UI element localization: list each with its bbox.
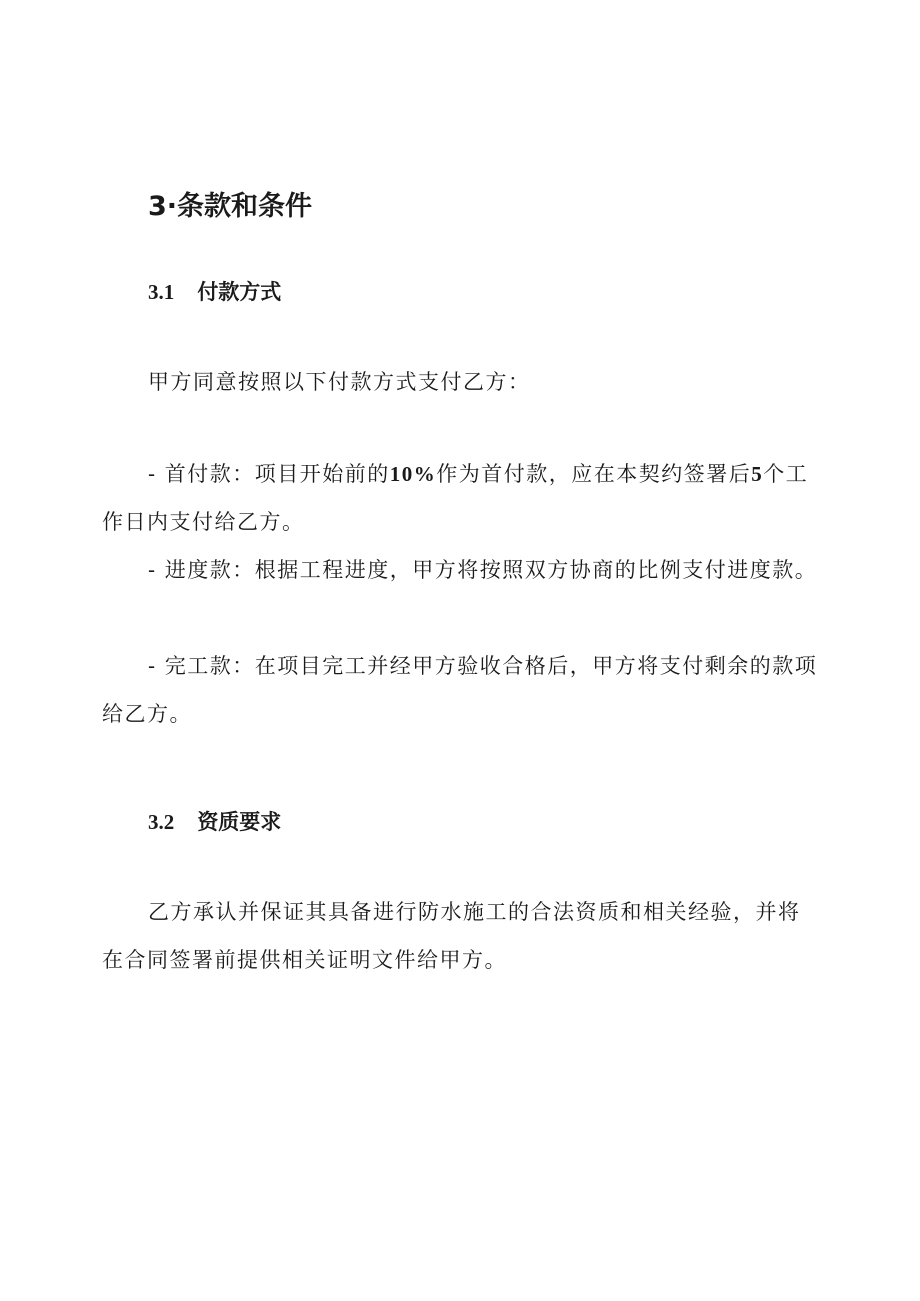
payment-intro: 甲方同意按照以下付款方式支付乙方： <box>148 370 531 394</box>
payment-item-completion: - 完工款：在项目完工并经甲方验收合格后，甲方将支付剩余的款项给乙方。 <box>102 654 818 726</box>
payment-days: 5 <box>751 462 764 486</box>
payment-item-prefix: - 首付款：项目开始前的 <box>148 462 390 486</box>
subsection-heading-payment <box>148 276 281 306</box>
payment-item-suffix: 个工作日内支付给乙方。 <box>102 462 809 534</box>
subsection-number: 3.1 <box>148 280 175 304</box>
down-payment-percent: 10% <box>389 462 437 486</box>
section-title: 3·条款和条件 <box>148 191 313 222</box>
qualification-text: 乙方承认并保证其具备进行防水施工的合法资质和相关经验，并将在合同签署前提供相关证明文件给甲方。 <box>102 900 801 972</box>
subsection-title: 资质要求 <box>197 810 282 834</box>
subsection-title: 付款方式 <box>197 280 282 304</box>
subsection-number: 3.2 <box>148 810 175 834</box>
payment-item-middle: 作为首付款，应在本契约签署后 <box>436 462 752 486</box>
payment-item-down-payment <box>102 450 822 546</box>
payment-item-progress: - 进度款：根据工程进度，甲方将按照双方协商的比例支付进度款。 <box>148 558 818 582</box>
subsection-heading-qualification <box>148 806 281 836</box>
